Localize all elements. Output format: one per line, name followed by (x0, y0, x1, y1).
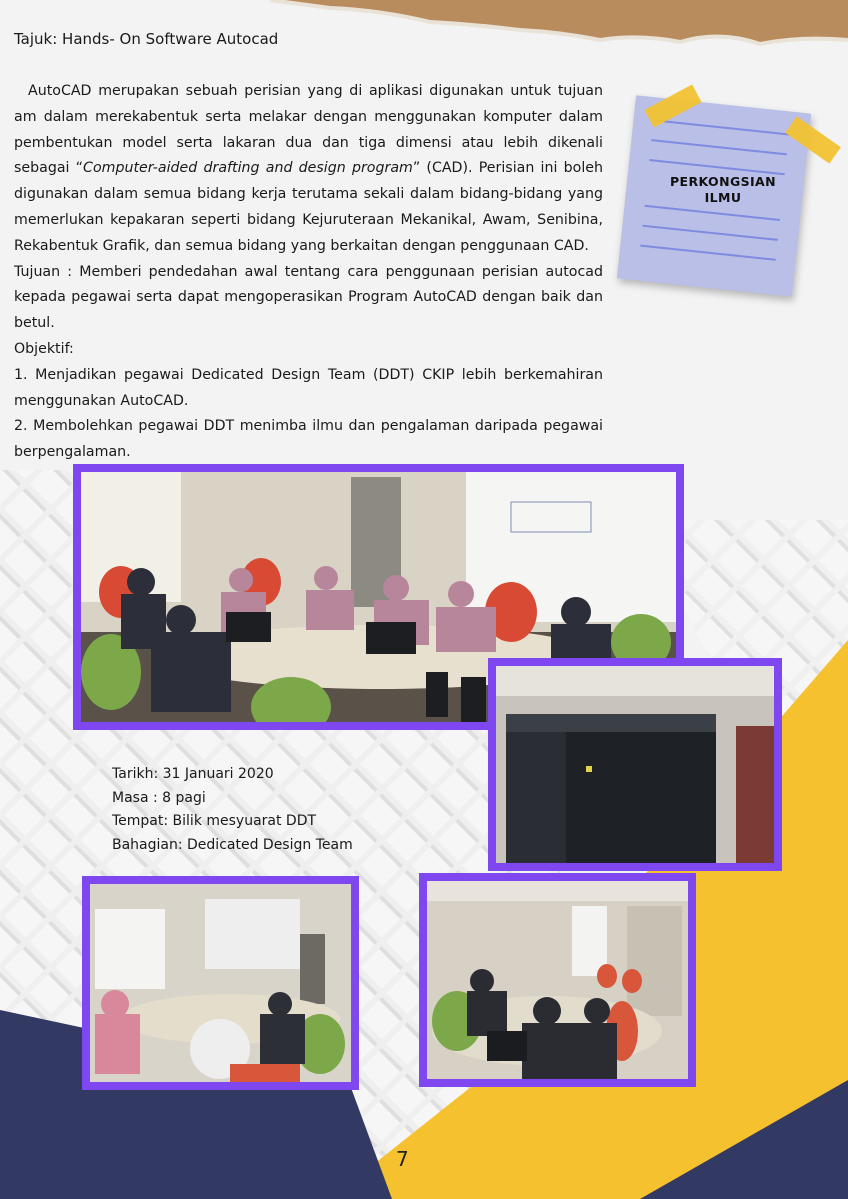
objective-item: 2. Membolehkan pegawai DDT menimba ilmu dan pengalaman daripada pegawai berpengalaman. (14, 418, 603, 461)
event-division: Bahagian: Dedicated Design Team (112, 836, 353, 853)
note-label: PERKONGSIAN ILMU (670, 174, 776, 205)
event-venue: Tempat: Bilik mesyuarat DDT (112, 813, 317, 829)
intro-italic: Computer-aided drafting and design program (83, 160, 413, 177)
objective-item: 1. Menjadikan pegawai Dedicated Design Team (DDT) CKIP lebih berkemahiran menggunakan AutoCAD. (14, 366, 603, 409)
intro-paragraph: AutoCAD merupakan sebuah perisian yang di aplikasi digunakan untuk tujuan am dalam merekabentuk serta melakar dengan menggunakan komputer dalam pembentukan model serta lakaran dua dan tiga dimensi atau lebih dikenali sebagai “Computer-aided drafting and design program” (CAD). Perisian ini boleh digunakan dalam semua bidang kerja terutama sekali dalam bidang-bidang yang memerlukan kepakaran seperti bidang Kejuruteraan Mekanikal, Awam, Senibina, Rekabentuk Grafik, dan semua bidang yang berkaitan dengan penggunaan CAD. (14, 83, 603, 254)
event-info (112, 763, 353, 857)
photo-projector-screen (488, 658, 782, 871)
document-title: Tajuk: Hands- On Software Autocad (14, 30, 279, 48)
event-time: Masa : 8 pagi (112, 789, 206, 806)
photo-meeting-participants (419, 873, 696, 1087)
tujuan-paragraph: Tujuan : Memberi pendedahan awal tentang cara penggunaan perisian autocad kepada pegawai serta dapat mengoperasikan Program AutoCAD dengan baik dan betul. (14, 263, 603, 332)
photo-meeting-presentation (82, 876, 359, 1090)
page-number: 7 (396, 1147, 409, 1171)
objektif-heading: Objektif: (14, 340, 74, 357)
event-date: Tarikh: 31 Januari 2020 (112, 766, 274, 782)
body-text (14, 79, 603, 466)
